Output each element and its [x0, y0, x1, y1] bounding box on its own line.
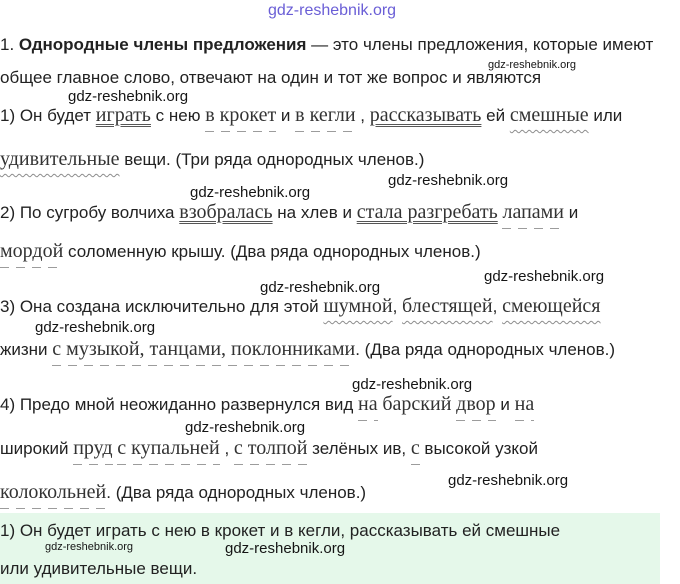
text-line-7 [0, 293, 601, 320]
watermark: gdz-reshebnik.org [488, 59, 577, 71]
wavy-underlined-word: смеющейся [502, 295, 601, 317]
text-segment: соломенную крышу. (Два ряда однородных членов.) [63, 242, 481, 261]
text-segment: общее главное слово, отвечают на один и тот же вопрос и являются [0, 68, 542, 87]
text-segment: , [392, 297, 403, 316]
dashed-underlined-word: лапами [502, 201, 564, 229]
watermark: gdz-reshebnik.org [448, 472, 569, 489]
handwritten-word: барский [382, 393, 452, 415]
text-line-11 [0, 479, 366, 506]
watermark: gdz-reshebnik.org [68, 88, 189, 105]
watermark: gdz-reshebnik.org [352, 376, 473, 393]
text-segment: 1) Он будет [0, 106, 96, 125]
watermark: gdz-reshebnik.org [185, 419, 306, 436]
text-segment: ей [481, 106, 510, 125]
text-line-9 [0, 391, 534, 418]
text-line-4 [0, 146, 424, 173]
dashed-underlined-word: в кегли [295, 104, 355, 132]
text-segment: . (Два ряда однородных членов.) [106, 483, 367, 502]
watermark: gdz-reshebnik.org [484, 268, 605, 285]
watermark: gdz-reshebnik.org [35, 319, 156, 336]
dashed-underlined-word: колокольней [0, 481, 106, 509]
watermark: gdz-reshebnik.org [225, 540, 346, 557]
text-segment: или [588, 106, 623, 125]
text-segment: вещи. (Три ряда однородных членов.) [119, 150, 425, 169]
text-segment: 4) Предо мной неожиданно развернулся вид [0, 395, 359, 414]
text-segment: 3) Она создана исключительно для этой [0, 297, 324, 316]
dashed-underlined-word: на [358, 393, 378, 421]
text-segment: широкий [0, 439, 74, 458]
text-segment: , [492, 297, 503, 316]
text-segment: и [564, 203, 579, 222]
dashed-underlined-word: с [411, 437, 420, 465]
text-segment: и [276, 106, 296, 125]
text-segment: , [355, 106, 370, 125]
answer-line-1: 1) Он будет играть с нею в крокет и в кегли, рассказывать ей смешные [0, 521, 561, 540]
dashed-underlined-word: в крокет [205, 104, 276, 132]
text-segment: на хлев и [272, 203, 357, 222]
text-line-10 [0, 435, 538, 462]
bold-term: Однородные члены предложения [18, 35, 307, 54]
watermark: gdz-reshebnik.org [268, 2, 397, 19]
text-segment: жизни [0, 340, 53, 359]
text-segment: 2) По сугробу волчиха [0, 203, 180, 222]
dashed-underlined-word: с купальней [117, 437, 219, 465]
answer-line-2: или удивительные вещи. [0, 559, 198, 578]
double-underlined-word: взобралась [179, 201, 273, 223]
double-underlined-word: играть [95, 104, 151, 126]
dashed-underlined-word: с толпой [234, 437, 307, 465]
watermark: gdz-reshebnik.org [260, 279, 381, 296]
text-line-5 [0, 199, 578, 226]
watermark: gdz-reshebnik.org [388, 172, 509, 189]
double-underlined-word: рассказывать [369, 104, 482, 126]
text-line-8 [0, 336, 615, 363]
dashed-underlined-word: с музыкой, танцами, поклонниками [52, 338, 355, 366]
wavy-underlined-word: шумной [323, 295, 393, 317]
text-segment: и [495, 395, 515, 414]
text-line-3 [0, 102, 622, 129]
text-segment: — это члены предложения, которые имеют [306, 35, 654, 54]
text-segment: , [219, 439, 234, 458]
dashed-underlined-word: двор [456, 393, 495, 421]
dashed-underlined-word: на [515, 393, 535, 421]
text-segment: зелёных ив, [307, 439, 411, 458]
watermark: gdz-reshebnik.org [45, 541, 134, 553]
text-segment: высокой узкой [419, 439, 538, 458]
wavy-underlined-word: блестящей [402, 295, 493, 317]
wavy-underlined-word: удивительные [0, 148, 120, 170]
dashed-underlined-word: мордой [0, 240, 63, 268]
text-segment: 1. [0, 35, 19, 54]
double-underlined-word: стала разгребать [356, 201, 498, 223]
text-line-6 [0, 238, 481, 265]
dashed-underlined-word: пруд [73, 437, 112, 465]
watermark: gdz-reshebnik.org [190, 184, 311, 201]
wavy-underlined-word: смешные [509, 104, 589, 126]
text-line-1 [0, 32, 653, 58]
text-segment: с нею [150, 106, 206, 125]
text-segment: . (Два ряда однородных членов.) [355, 340, 616, 359]
